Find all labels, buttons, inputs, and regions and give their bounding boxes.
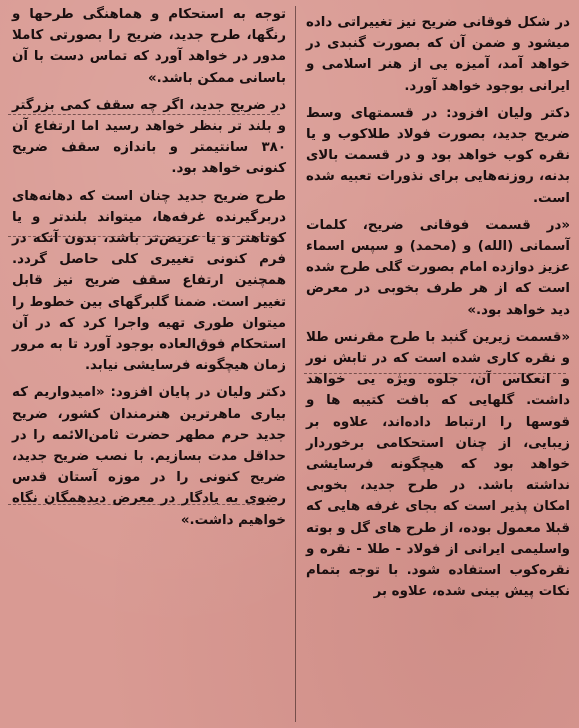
paragraph-separator bbox=[304, 373, 566, 374]
left-paragraph-3: طرح ضریح جدید چنان است که دهانه‌های دربرگیرنده غرفه‌ها، میتواند بلندتر و یا کوتاهتر و یا عریض‌تر باشد، بدون آنکه در فرم کنونی تغییری کلی حاصل گردد. همچنین ارتفاع سقف ضریح نیز قابل تغییر است. ضمنا گلبرگهای بین خطوط را میتوان طوری تهیه واجرا کرد که در آن استحکام فوق‌العاده بوجود آورد تا به مرور زمان هیچگونه فرسایشی نیابد. bbox=[12, 188, 286, 374]
right-paragraph-2: دکتر ولیان افزود: در قسمتهای وسط ضریح جدید، بصورت فولاد طلاکوب و یا نقره کوب خواهد بود و در قسمت بالای بدنه، روزنه‌هایی برای نذورات تعبیه شده است. bbox=[306, 105, 570, 206]
right-text-column bbox=[302, 4, 574, 726]
paragraph-separator bbox=[8, 236, 280, 237]
paragraph-separator bbox=[8, 114, 280, 115]
right-paragraph-1: در شکل فوقانی ضریح نیز تغییراتی داده میشود و ضمن آن که بصورت گنبدی در خواهد آمد، آمیزه یی از هنر اسلامی و ایرانی بوجود خواهد آورد. bbox=[306, 15, 570, 94]
right-paragraph-4: «قسمت زیرین گنبد با طرح مقرنس طلا و نقره کاری شده است که در تابش نور و انعکاس آن، جلوه ویژه یی خواهد داشت. گلهایی که بافت کتیبه ها و قوسها را ارتباط داده‌اند، علاوه بر زیبایی، از چنان استحکامی برخوردار خواهد بود که هیچگونه فرسایشی نداشته باشد. در طرح جدید، بخوبی امکان پذیر است که بجای غرفه هایی که قبلا معمول بوده، از طرح های گل و بوته واسلیمی ایرانی از فولاد - طلا - نقره و نقره‌کوب استفاده شود. با توجه بتمام نکات پیش بینی شده، علاوه بر bbox=[306, 329, 570, 600]
paragraph-separator bbox=[8, 504, 280, 505]
left-paragraph-1: توجه به استحکام و هماهنگی طرحها و رنگها، طرح جدید، ضریح را بصورتی کاملا مدور در خواهد آورد که تماس دست با آن باسانی ممکن باشد.» bbox=[12, 7, 286, 86]
left-paragraph-4: دکتر ولیان در پایان افزود: «امیدواریم که بیاری ماهرترین هنرمندان کشور، ضریح جدید حرم مطهر حضرت ثامن‌الائمه را در حداقل مدت بسازیم. با نصب ضریح جدید، ضریح کنونی را در موزه آستان قدس رضوی به یادگار در معرض دیدهمگان نگاه خواهیم داشت.» bbox=[12, 385, 286, 528]
column-divider bbox=[295, 6, 296, 722]
left-paragraph-2: در ضریح جدید، اگر چه سقف کمی بزرگتر و بلند تر بنظر خواهد رسید اما ارتفاع آن ۳۸۰ سانتیمتر و باندازه سقف ضریح کنونی خواهد بود. bbox=[12, 97, 286, 177]
right-paragraph-3: «در قسمت فوقانی ضریح، کلمات آسمانی (الله) و (محمد) و سپس اسماء عزیز دوازده امام بصورت گلی طرح شده است که از هر طرف بخوبی در معرض دید خواهد بود.» bbox=[306, 217, 570, 318]
left-text-column bbox=[6, 4, 290, 726]
